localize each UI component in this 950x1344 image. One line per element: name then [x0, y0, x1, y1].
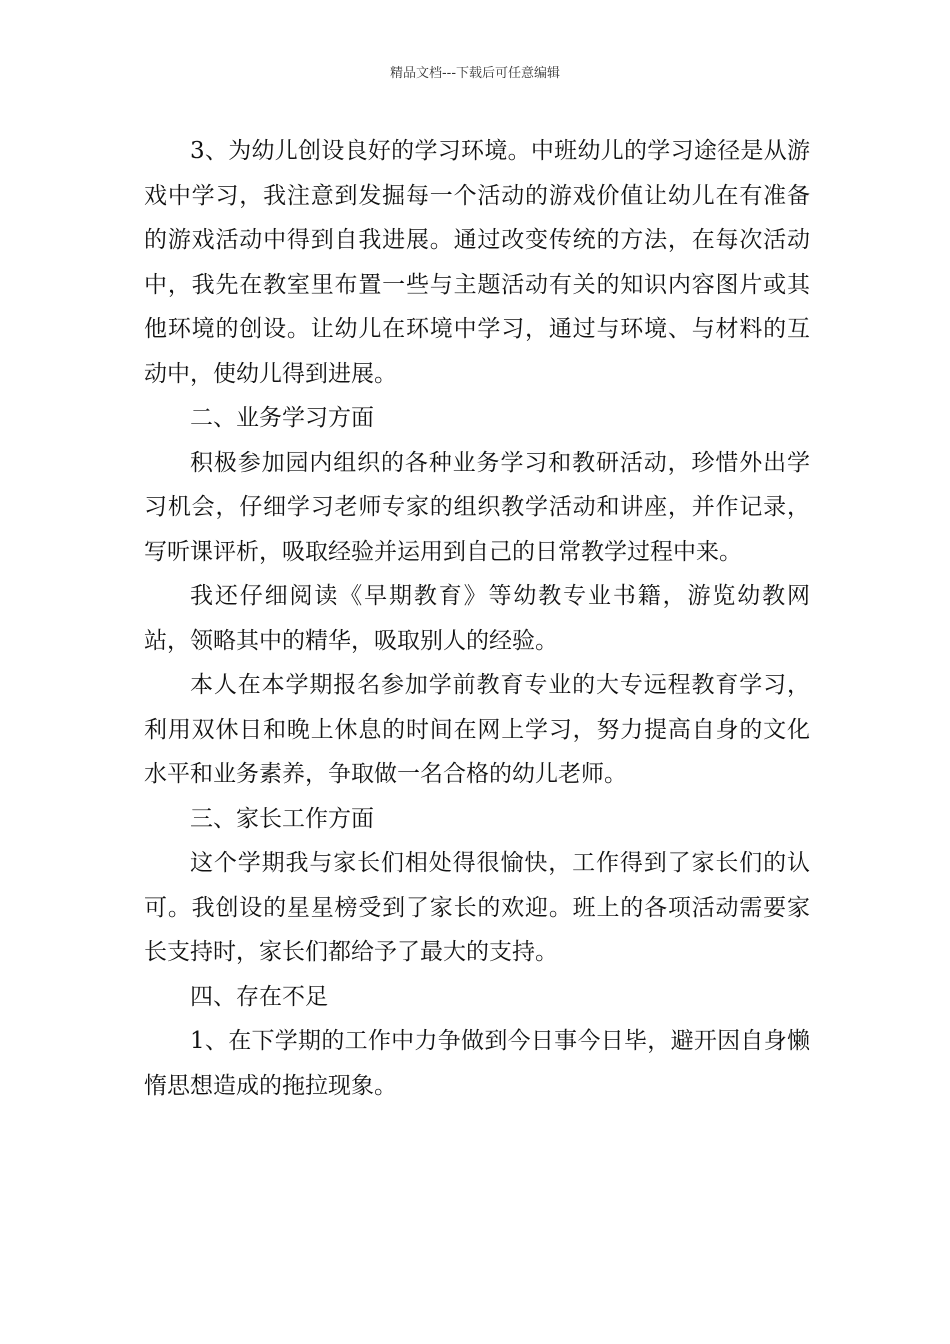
- paragraph-distance-education: 本人在本学期报名参加学前教育专业的大专远程教育学习，利用双休日和晚上休息的时间在网上学习，努力提高自身的文化水平和业务素养，争取做一名合格的幼儿老师。: [144, 672, 810, 787]
- section-heading-shortcomings: 四、存在不足: [190, 983, 328, 1010]
- paragraph-improvement: 1、在下学期的工作中力争做到今日事今日毕，避开因自身懒惰思想造成的拖拉现象。: [144, 1028, 810, 1099]
- paragraph-training: 积极参加园内组织的各种业务学习和教研活动，珍惜外出学习机会，仔细学习老师专家的组织教学活动和讲座，并作记录，写听课评析，吸取经验并运用到自己的日常教学过程中来。: [144, 449, 810, 565]
- section-heading-professional-study: 二、业务学习方面: [190, 405, 374, 431]
- paragraph-environment: 3、为幼儿创设良好的学习环境。中班幼儿的学习途径是从游戏中学习，我注意到发掘每一个活动的游戏价值让幼儿在有准备的游戏活动中得到自我进展。通过改变传统的方法，在每次活动中，我先在教室里布置一些与主题活动有关的知识内容图片或其他环境的创设。让幼儿在环境中学习，通过与环境、与材料的互动中，使幼儿得到进展。: [144, 138, 810, 387]
- section-heading-parent-work: 三、家长工作方面: [190, 805, 374, 832]
- document-body: [144, 129, 810, 1108]
- paragraph-parents: 这个学期我与家长们相处得很愉快，工作得到了家长们的认可。我创设的星星榜受到了家长的欢迎。班上的各项活动需要家长支持时，家长们都给予了最大的支持。: [144, 850, 810, 965]
- page-header: 精品文档---下载后可任意编辑: [389, 66, 561, 81]
- paragraph-reading: 我还仔细阅读《早期教育》等幼教专业书籍，游览幼教网站，领略其中的精华，吸取别人的经验。: [144, 583, 810, 654]
